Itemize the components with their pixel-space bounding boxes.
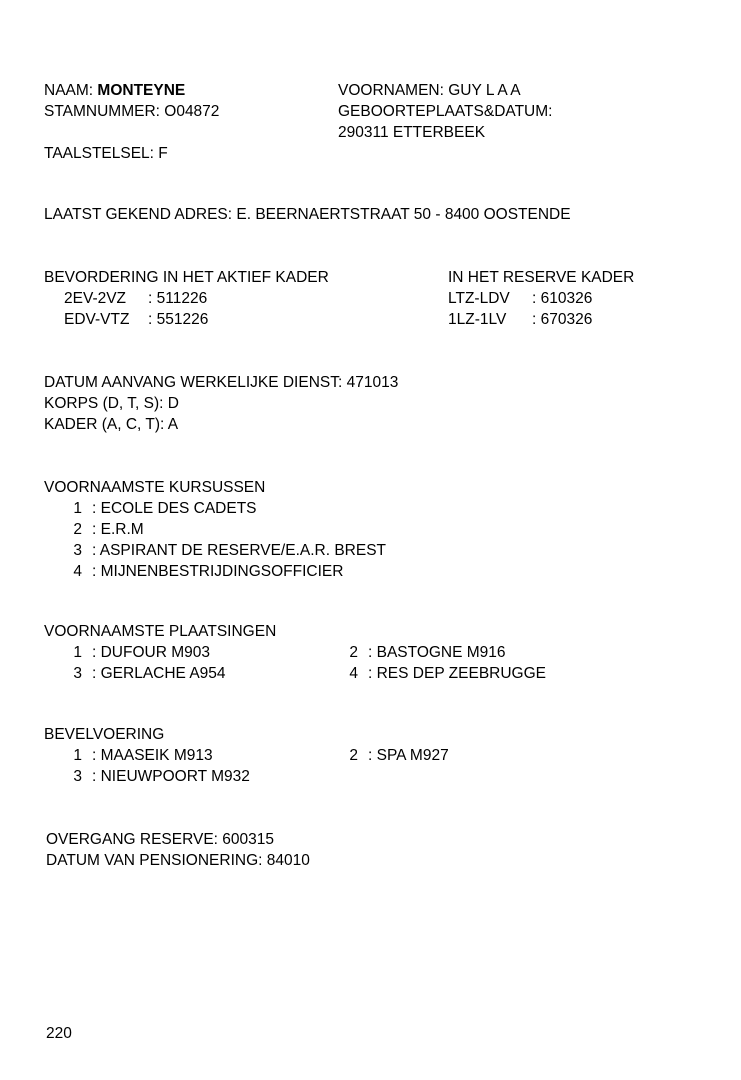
command-title: BEVELVOERING	[44, 726, 165, 743]
course-text: : E.R.M	[92, 521, 144, 538]
course-number: 1	[73, 500, 82, 517]
postings-title: VOORNAAMSTE PLAATSINGEN	[44, 623, 277, 640]
geboorte-label: GEBOORTEPLAATS&DATUM:	[338, 103, 553, 120]
retirement-block	[46, 829, 310, 871]
stamnummer: STAMNUMMER: O04872	[44, 103, 220, 120]
course-text: : ASPIRANT DE RESERVE/E.A.R. BREST	[92, 542, 387, 559]
posting-item	[44, 642, 276, 663]
rank: 2EV-2VZ	[64, 290, 127, 307]
postings-right-column	[346, 642, 546, 684]
course-item	[44, 540, 386, 561]
command-number: 1	[73, 747, 82, 764]
date: : 610326	[532, 290, 593, 307]
command-number: 3	[73, 768, 82, 785]
promotion-reserve-title: IN HET RESERVE KADER	[448, 269, 635, 286]
posting-number: 3	[73, 665, 82, 682]
service-start: DATUM AANVANG WERKELIJKE DIENST: 471013	[44, 374, 399, 391]
promotion-reserve-block	[448, 267, 634, 330]
rank: 1LZ-1LV	[448, 311, 507, 328]
course-text: : ECOLE DES CADETS	[92, 500, 257, 517]
posting-text: : DUFOUR M903	[92, 644, 210, 661]
promotion-active-row	[44, 288, 329, 309]
command-text: : NIEUWPOORT M932	[92, 768, 250, 785]
course-item	[44, 519, 386, 540]
name-line	[44, 80, 219, 101]
date: : 511226	[148, 290, 208, 307]
corps: KORPS (D, T, S): D	[44, 395, 179, 412]
command-text: : SPA M927	[368, 747, 449, 764]
identity-block	[44, 80, 219, 164]
page-number: 220	[46, 1025, 72, 1042]
promotion-active-row	[44, 309, 329, 330]
posting-item	[346, 663, 546, 684]
promotion-active-block	[44, 267, 329, 330]
posting-item	[346, 642, 546, 663]
course-number: 2	[73, 521, 82, 538]
promotion-active-title: BEVORDERING IN HET AKTIEF KADER	[44, 269, 329, 286]
pension-date: DATUM VAN PENSIONERING: 84010	[46, 852, 310, 869]
posting-text: : GERLACHE A954	[92, 665, 226, 682]
courses-block	[44, 477, 386, 582]
date: : 670326	[532, 311, 593, 328]
personal-block	[338, 80, 552, 143]
posting-number: 1	[73, 644, 82, 661]
promotion-reserve-row	[448, 288, 634, 309]
command-right-column	[346, 745, 449, 766]
command-item	[44, 766, 250, 787]
courses-title: VOORNAAMSTE KURSUSSEN	[44, 479, 266, 496]
course-item	[44, 498, 386, 519]
address-line: LAATST GEKEND ADRES: E. BEERNAERTSTRAAT 50 - 8400 OOSTENDE	[44, 206, 571, 223]
posting-item	[44, 663, 276, 684]
command-block	[44, 724, 250, 787]
voornamen: VOORNAMEN: GUY L A A	[338, 82, 521, 99]
name-value: MONTEYNE	[97, 82, 186, 99]
reserve-transfer: OVERGANG RESERVE: 600315	[46, 831, 275, 848]
course-number: 4	[73, 563, 82, 580]
posting-text: : BASTOGNE M916	[368, 644, 506, 661]
promotion-reserve-row	[448, 309, 634, 330]
taalstelsel: TAALSTELSEL: F	[44, 145, 168, 162]
rank: EDV-VTZ	[64, 311, 130, 328]
course-text: : MIJNENBESTRIJDINGSOFFICIER	[92, 563, 344, 580]
rank: LTZ-LDV	[448, 290, 510, 307]
posting-number: 2	[349, 644, 358, 661]
name-label: NAAM:	[44, 82, 94, 99]
date: : 551226	[148, 311, 209, 328]
course-item	[44, 561, 386, 582]
command-number: 2	[349, 747, 358, 764]
posting-text: : RES DEP ZEEBRUGGE	[368, 665, 547, 682]
geboorte-value: 290311 ETTERBEEK	[338, 124, 486, 141]
service-block	[44, 372, 398, 435]
postings-block	[44, 621, 276, 684]
command-item	[44, 745, 250, 766]
course-number: 3	[73, 542, 82, 559]
command-item	[346, 745, 449, 766]
command-text: : MAASEIK M913	[92, 747, 213, 764]
posting-number: 4	[349, 665, 358, 682]
cadre: KADER (A, C, T): A	[44, 416, 179, 433]
